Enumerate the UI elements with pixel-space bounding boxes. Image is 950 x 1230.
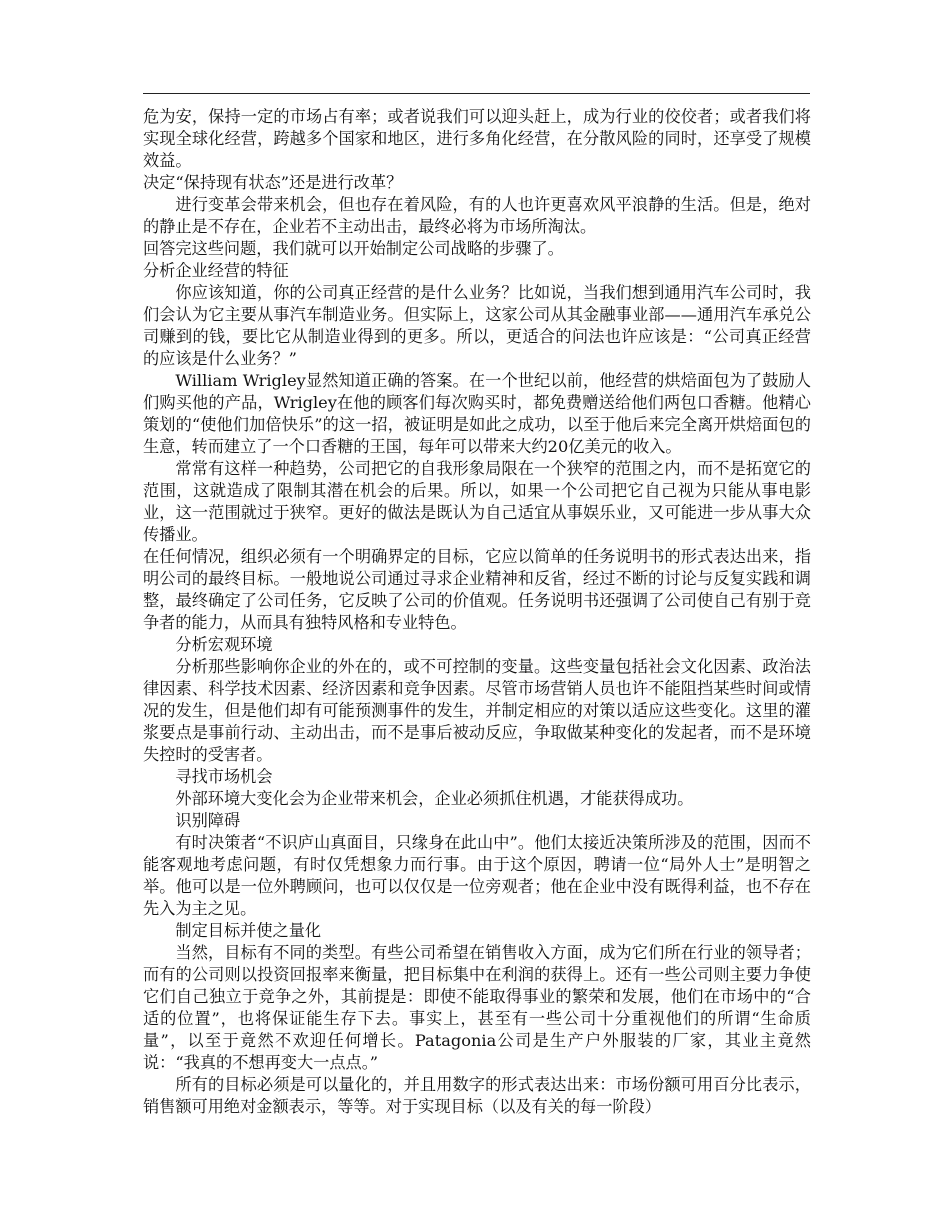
paragraph: 在任何情况，组织必须有一个明确界定的目标，它应以简单的任务说明书的形式表达出来，指明公司的最终目标。一般地说公司通过寻求企业精神和反省，经过不断的讨论与反复实践和调整，最终确定了公司任务，它反映了公司的价值观。任务说明书还强调了公司使自己有别于竞争者的能力，从而具有独特风格和专业特色。 xyxy=(143,547,811,632)
paragraph: 你应该知道，你的公司真正经营的是什么业务？比如说，当我们想到通用汽车公司时，我们会认为它主要从事汽车制造业务。但实际上，这家公司从其金融事业部——通用汽车承兑公司赚到的钱，要比它从制造业得到的更多。所以，更适合的问法也许应该是：“公司真正经营的应该是什么业务？” xyxy=(143,283,811,368)
section-heading: 识别障碍 xyxy=(175,811,241,830)
paragraph: 外部环境大变化会为企业带来机会，企业必须抓住机遇，才能获得成功。 xyxy=(175,789,694,808)
paragraph: 危为安，保持一定的市场占有率；或者说我们可以迎头赶上，成为行业的佼佼者；或者我们将实现全球化经营，跨越多个国家和地区，进行多角化经营，在分散风险的同时，还享受了规模效益。 xyxy=(143,107,811,170)
section-heading: 制定目标并使之量化 xyxy=(175,921,322,940)
paragraph: 有时决策者“不识庐山真面目，只缘身在此山中”。他们太接近决策所涉及的范围，因而不能客观地考虑问题，有时仅凭想象力而行事。由于这个原因，聘请一位“局外人士”是明智之举。他可以是一位外聘顾问，也可以仅仅是一位旁观者；他在企业中没有既得利益，也不存在先入为主之见。 xyxy=(143,833,811,918)
header-rule xyxy=(143,93,810,94)
paragraph: William Wrigley显然知道正确的答案。在一个世纪以前，他经营的烘焙面包为了鼓励人们购买他的产品，Wrigley在他的顾客们每次购买时，都免费赠送给他们两包口香糖。他精心策划的“使他们加倍快乐”的这一招，被证明是如此之成功，以至于他后来完全离开烘焙面包的生意，转而建立了一个口香糖的王国，每年可以带来大约20亿美元的收入。 xyxy=(143,371,811,456)
paragraph: 回答完这些问题，我们就可以开始制定公司战略的步骤了。 xyxy=(143,239,564,258)
section-heading: 分析企业经营的特征 xyxy=(143,261,289,280)
section-heading: 寻找市场机会 xyxy=(175,767,273,786)
paragraph: 常常有这样一种趋势，公司把它的自我形象局限在一个狭窄的范围之内，而不是拓宽它的范围，这就造成了限制其潜在机会的后果。所以，如果一个公司把它自己视为只能从事电影业，这一范围就过于狭窄。更好的做法是既认为自己适宜从事娱乐业，又可能进一步从事大众传播业。 xyxy=(143,459,811,544)
paragraph: 当然，目标有不同的类型。有些公司希望在销售收入方面，成为它们所在行业的领导者；而有的公司则以投资回报率来衡量，把目标集中在利润的获得上。还有一些公司则主要力争使它们自己独立于竞争之外，其前提是：即使不能取得事业的繁荣和发展，他们在市场中的“合适的位置”，也将保证能生存下去。事实上，甚至有一些公司十分重视他们的所谓“生命质量”，以至于竟然不欢迎任何增长。Patagonia公司是生产户外服装的厂家，其业主竟然说：“我真的不想再变大一点点。” xyxy=(143,943,811,1072)
document-body xyxy=(143,106,811,1118)
paragraph: 进行变革会带来机会，但也存在着风险，有的人也许更喜欢风平浪静的生活。但是，绝对的静止是不存在，企业若不主动出击，最终必将为市场所淘汰。 xyxy=(143,195,811,236)
section-heading: 分析宏观环境 xyxy=(175,635,273,654)
section-question: 决定“保持现有状态”还是进行改革？ xyxy=(143,173,403,192)
paragraph: 所有的目标必须是可以量化的，并且用数字的形式表达出来：市场份额可用百分比表示，销售额可用绝对金额表示，等等。对于实现目标（以及有关的每一阶段） xyxy=(143,1075,811,1116)
paragraph: 分析那些影响你企业的外在的，或不可控制的变量。这些变量包括社会文化因素、政治法律因素、科学技术因素、经济因素和竞争因素。尽管市场营销人员也许不能阻挡某些时间或情况的发生，但是他们却有可能预测事件的发生，并制定相应的对策以适应这些变化。这里的灌浆要点是事前行动、主动出击，而不是事后被动反应，争取做某种变化的发起者，而不是环境失控时的受害者。 xyxy=(143,657,811,764)
